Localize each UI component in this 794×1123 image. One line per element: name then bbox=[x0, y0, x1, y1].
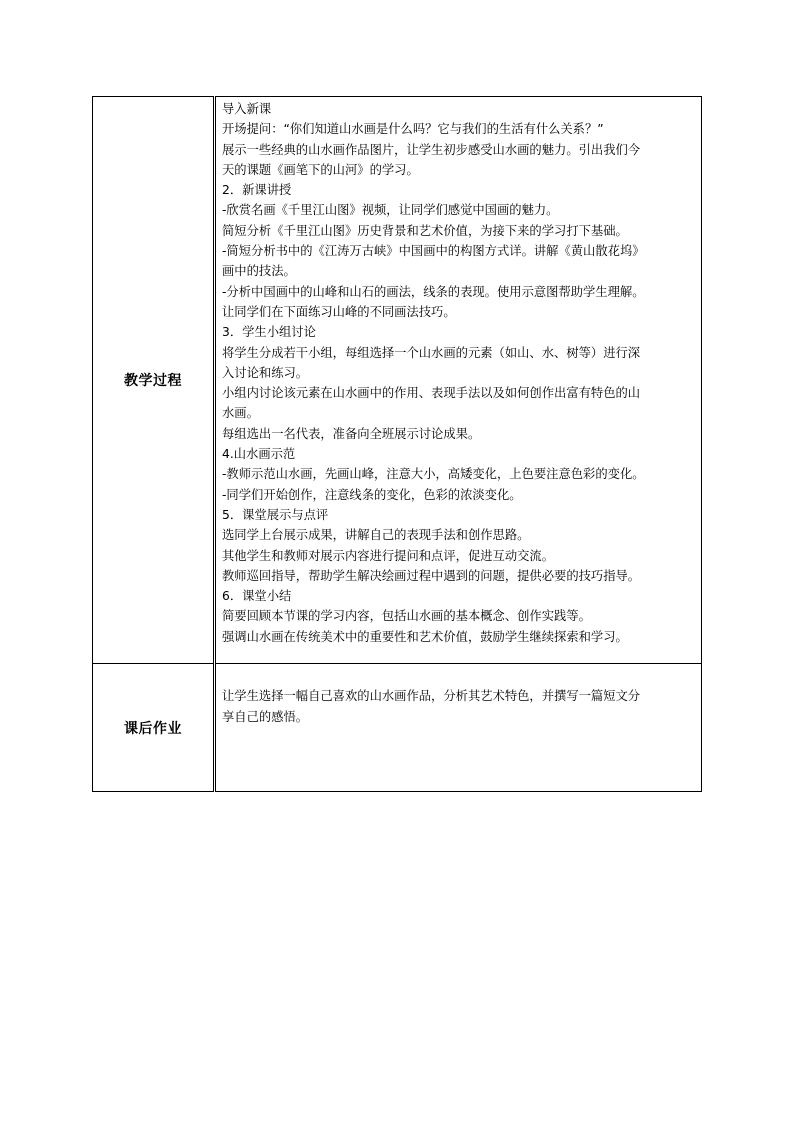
process-line: 让同学们在下面练习山峰的不同画法技巧。 bbox=[222, 304, 456, 319]
process-line: -简短分析书中的《江涛万古峡》中国画中的构图方式详。讲解《黄山散花坞》 bbox=[222, 244, 645, 259]
process-line: 5．课堂展示与点评 bbox=[222, 507, 329, 522]
homework-line: 让学生选择一幅自己喜欢的山水画作品，分析其艺术特色，并撰写一篇短文分 bbox=[222, 689, 641, 703]
process-line: 画中的技法。 bbox=[222, 264, 296, 279]
process-line: 入讨论和练习。 bbox=[222, 365, 309, 380]
teaching-process-row bbox=[93, 97, 702, 664]
process-line: 简要回顾本节课的学习内容，包括山水画的基本概念、创作实践等。 bbox=[222, 609, 591, 624]
process-line: 将学生分成若干小组，每组选择一个山水画的元素（如山、水、树等）进行深 bbox=[222, 345, 641, 360]
process-line: 4.山水画示范 bbox=[222, 447, 296, 462]
process-line: 开场提问：“你们知道山水画是什么吗？它与我们的生活有什么关系？” bbox=[222, 122, 604, 137]
process-line: -教师示范山水画，先画山峰，注意大小，高矮变化，上色要注意色彩的变化。 bbox=[222, 467, 645, 482]
homework-line: 享自己的感悟。 bbox=[222, 710, 309, 724]
process-line: 展示一些经典的山水画作品图片，让学生初步感受山水画的魅力。引出我们今 bbox=[222, 142, 641, 157]
process-line: 小组内讨论该元素在山水画中的作用、表现手法以及如何创作出富有特色的山 bbox=[222, 386, 641, 401]
lesson-plan-table bbox=[92, 96, 702, 792]
teaching-process-content bbox=[215, 97, 702, 664]
process-line: 其他学生和教师对展示内容进行提问和点评，促进互动交流。 bbox=[222, 548, 555, 563]
process-line: 2．新课讲授 bbox=[222, 183, 292, 198]
process-line: 每组选出一名代表，准备向全班展示讨论成果。 bbox=[222, 426, 481, 441]
process-line: 3．学生小组讨论 bbox=[222, 325, 316, 340]
homework-row bbox=[93, 664, 702, 792]
process-line: 水画。 bbox=[222, 406, 259, 421]
homework-content bbox=[215, 664, 702, 792]
process-line: -欣赏名画《千里江山图》视频，让同学们感觉中国画的魅力。 bbox=[222, 203, 559, 218]
process-line: 简短分析《千里江山图》历史背景和艺术价值，为接下来的学习打下基础。 bbox=[222, 223, 628, 238]
teaching-process-label: 教学过程 bbox=[93, 97, 215, 664]
process-line: 强调山水画在传统美术中的重要性和艺术价值，鼓励学生继续探索和学习。 bbox=[222, 629, 628, 644]
process-line: 选同学上台展示成果，讲解自己的表现手法和创作思路。 bbox=[222, 528, 530, 543]
process-line: -同学们开始创作，注意线条的变化，色彩的浓淡变化。 bbox=[222, 487, 522, 502]
process-line: 教师巡回指导，帮助学生解决绘画过程中遇到的问题，提供必要的技巧指导。 bbox=[222, 568, 641, 583]
homework-label: 课后作业 bbox=[93, 664, 215, 792]
process-line: -分析中国画中的山峰和山石的画法，线条的表现。使用示意图帮助学生理解。 bbox=[222, 284, 645, 299]
process-line: 导入新课 bbox=[222, 102, 272, 116]
process-line: 6．课堂小结 bbox=[222, 589, 292, 604]
process-line: 天的课题《画笔下的山河》的学习。 bbox=[222, 162, 419, 177]
